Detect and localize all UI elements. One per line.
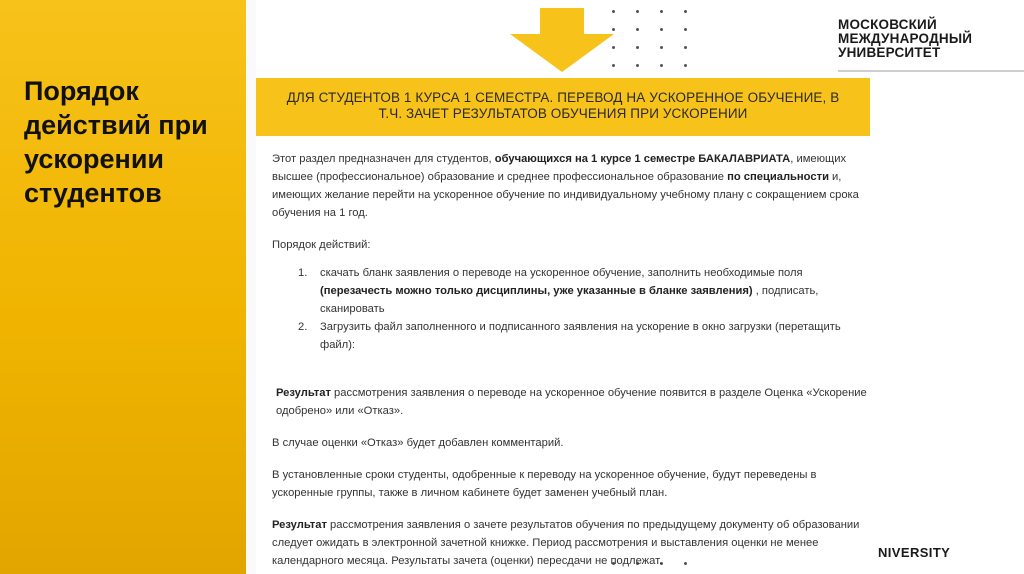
- document-body: [272, 150, 872, 574]
- document-banner: [256, 78, 870, 136]
- step-number: 2.: [298, 321, 308, 333]
- panel-gutter: [246, 0, 256, 574]
- step-number: 1.: [298, 267, 308, 279]
- intro-text-1: Этот раздел предназначен для студентов,: [272, 153, 495, 165]
- result-bold: Результат: [276, 387, 331, 399]
- university-logo: [838, 18, 1018, 60]
- slide-title: Порядок действий при ускорении студентов: [24, 76, 208, 208]
- logo-line-1: МОСКОВСКИЙ: [838, 17, 937, 32]
- step-text: скачать бланк заявления о переводе на ускоренное обучение, заполнить необходимые поля: [320, 267, 803, 279]
- intro-text-2: , имеющих высшее (профессиональное) образование и среднее профессиональное образование: [272, 153, 847, 183]
- university-label: NIVERSITY: [878, 545, 951, 560]
- logo-line-2: МЕЖДУНАРОДНЫЙ: [838, 31, 973, 46]
- logo-divider: [838, 70, 1024, 72]
- refusal-paragraph: В случае оценки «Отказ» будет добавлен комментарий.: [272, 437, 564, 449]
- result-text: рассмотрения заявления о переводе на ускоренное обучение появится в разделе Оценка «Ускорение одобрено» или «Отказ».: [276, 387, 867, 417]
- credit-bold: Результат: [272, 519, 327, 531]
- down-arrow-icon: [510, 8, 614, 72]
- intro-text-3: и, имеющих желание перейти на ускоренное обучение по индивидуальному учебному плану с сокращением срока обучения на 1 год.: [272, 171, 859, 219]
- step-text: Загрузить файл заполненного и подписанного заявления на ускорение в окно загрузки (перетащить файл):: [320, 321, 841, 351]
- banner-line-2: Т.Ч. ЗАЧЕТ РЕЗУЛЬТАТОВ ОБУЧЕНИЯ ПРИ УСКОРЕНИИ: [378, 106, 748, 121]
- list-item: [272, 264, 872, 318]
- step-bold: (перезачесть можно только дисциплины, уже указанные в бланке заявления): [320, 285, 753, 297]
- step-text-2: , подписать, сканировать: [320, 285, 819, 315]
- intro-paragraph: [272, 150, 872, 222]
- dot-grid-decoration: [612, 10, 698, 74]
- credit-text: рассмотрения заявления о зачете результатов обучения по предыдущему документу об образовании следует ожидать в электронной зачетной книжке. Период рассмотрения и выставления оценки не менее календарного месяца. Результаты зачета (оценки) пересдачи не подлежат.: [272, 519, 860, 567]
- list-item: [272, 318, 872, 354]
- left-title-panel: [0, 0, 246, 574]
- credit-paragraph: [272, 516, 872, 570]
- result-paragraph: [272, 384, 872, 420]
- groups-paragraph: В установленные сроки студенты, одобренные к переводу на ускоренное обучение, будут переведены в ускоренные группы, также в личном кабинете будет заменен учебный план.: [272, 469, 817, 499]
- steps-list: [272, 264, 872, 354]
- banner-line-1: ДЛЯ СТУДЕНТОВ 1 КУРСА 1 СЕМЕСТРА. ПЕРЕВОД НА УСКОРЕННОЕ ОБУЧЕНИЕ, В: [286, 90, 840, 105]
- logo-line-3: УНИВЕРСИТЕТ: [838, 45, 941, 60]
- intro-bold-2: по специальности: [727, 171, 829, 183]
- intro-bold-1: обучающихся на 1 курсе 1 семестре БАКАЛАВРИАТА: [494, 153, 791, 165]
- procedure-label: Порядок действий:: [272, 239, 371, 251]
